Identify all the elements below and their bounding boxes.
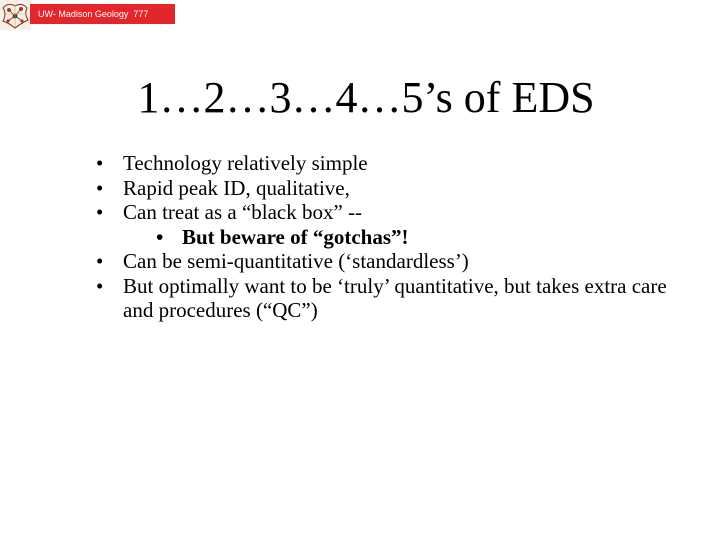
bullet-dot-icon: •	[156, 224, 164, 249]
uw-crest-icon	[0, 0, 31, 30]
bullet-item	[96, 200, 686, 225]
course-badge: UW- Madison Geology 777	[30, 4, 175, 24]
bullet-item	[96, 274, 686, 323]
bullet-list	[96, 151, 686, 323]
bullet-text: Technology relatively simple	[123, 151, 368, 175]
bullet-dot-icon: •	[96, 273, 104, 298]
bullet-item	[96, 249, 686, 274]
bullet-text: Can treat as a “black box” --	[123, 200, 363, 224]
bullet-item	[96, 151, 686, 176]
slide-title: 1…2…3…4…5’s of EDS	[137, 73, 595, 122]
bullet-dot-icon: •	[96, 175, 104, 200]
bullet-text: Can be semi-quantitative (‘standardless’)	[123, 249, 469, 273]
bullet-text: But optimally want to be ‘truly’ quantitative, but takes extra care and procedures (“QC”)	[123, 273, 667, 322]
bullet-text: Rapid peak ID, qualitative,	[123, 175, 350, 200]
bullet-dot-icon: •	[96, 249, 104, 273]
bullet-item	[96, 176, 686, 201]
sub-bullet-item	[96, 225, 686, 250]
bullet-dot-icon: •	[96, 151, 104, 175]
bullet-dot-icon: •	[96, 200, 104, 224]
bullet-text: But beware of “gotchas”!	[182, 224, 409, 249]
